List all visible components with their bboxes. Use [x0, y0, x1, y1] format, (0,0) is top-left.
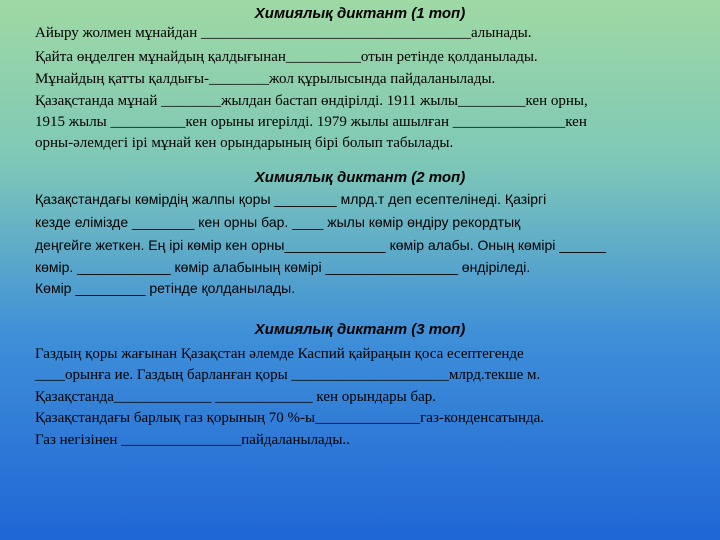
- section3-line-1: Газдың қоры жағынан Қазақстан әлемде Каспий қайраңын қоса есептегенде: [35, 346, 524, 362]
- section3-title: Химиялық диктант (3 топ): [254, 321, 466, 338]
- section2-line-5: Көмір _________ ретінде қолданылады.: [35, 280, 296, 296]
- section2-line-4: көмір. ____________ көмір алабының көмірі _________________ өндіріледі.: [35, 259, 531, 275]
- section3-line-5: Газ негізінен ________________пайдаланылады..: [35, 432, 350, 448]
- section1-title: Химиялық диктант (1 топ): [254, 5, 466, 22]
- section2-line-2: кезде елімізде ________ кен орны бар. ____ жылы көмір өндіру рекордтық: [35, 214, 521, 230]
- section3-line-3: Қазақстанда_____________ _____________ кен орындары бар.: [35, 389, 437, 405]
- section2-title: Химиялық диктант (2 топ): [254, 169, 466, 186]
- section1-line-1: Айыру жолмен мұнайдан ____________________________________алынады.: [35, 25, 532, 41]
- section1-line-2: Қайта өңделген мұнайдың қалдығынан__________отын ретінде қолданылады.: [35, 49, 538, 65]
- section2-line-3: деңгейге жеткен. Ең ірі көмір кен орны_____________ көмір алабы. Оның көмірі ______: [35, 237, 606, 253]
- section1-line-5: 1915 жылы __________кен орыны игерілді. 1979 жылы ашылған _______________кен: [35, 114, 587, 130]
- section1-line-4: Қазақстанда мұнай ________жылдан бастап өндірілді. 1911 жылы_________кен орны,: [35, 93, 588, 109]
- section3-line-4: Қазақстандағы барлық газ қорының 70 %-ы______________газ-конденсатында.: [35, 410, 545, 426]
- section1-line-6: орны-әлемдегі ірі мұнай кен орындарының бірі болып табылады.: [35, 135, 454, 151]
- section1-line-3: Мұнайдың қатты қалдығы-________жол құрылысында пайдаланылады.: [35, 71, 496, 87]
- section2-line-1: Қазақстандағы көмірдің жалпы қоры ________ млрд.т деп есептелінеді. Қазіргі: [35, 191, 547, 207]
- section3-line-2: ____орынға ие. Газдың барланған қоры _____________________млрд.текше м.: [35, 367, 541, 383]
